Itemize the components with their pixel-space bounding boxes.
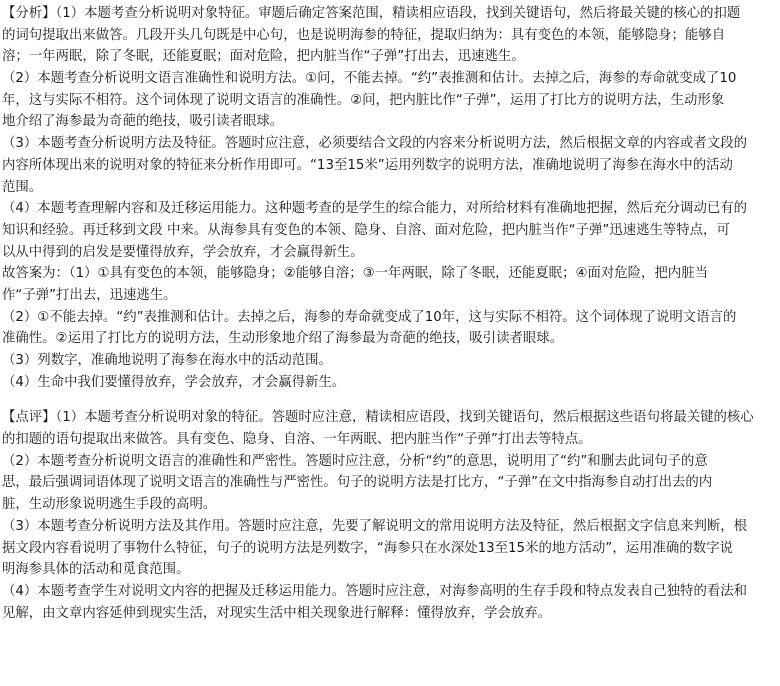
analysis-line: 范围。 bbox=[2, 179, 43, 195]
answer-line: 作“子弹”打出去，迅速逃生。 bbox=[2, 287, 177, 303]
analysis-section bbox=[2, 3, 776, 393]
comment-line: （3）本题考查分析说明方法及其作用。答题时应注意，先要了解说明文的常用说明方法及特征，然后根据文字信息来判断，根 bbox=[2, 518, 747, 534]
analysis-line: 地介绍了海参最为奇葩的绝技，吸引读者眼球。 bbox=[2, 114, 284, 130]
comment-line: 思，最后强调词语体现了说明文语言的准确性与严密性。句子的说明方法是打比方，“子弹”在文中指海参自动打出去的内 bbox=[2, 475, 713, 491]
answer-line: （4）生命中我们要懂得放弃，学会放弃，才会赢得新生。 bbox=[2, 374, 346, 390]
comment-line: （2）本题考查分析说明文语言的准确性和严密性。答题时应注意，分析“约”的意思，说明用了“约”和删去此词句子的意 bbox=[2, 453, 708, 469]
analysis-line: 的词句提取出来做答。几段开头几句既是中心句，也是说明海参的特征，提取归纳为：具有变色的本领，能够隐身；能够自 bbox=[2, 27, 726, 43]
comment-line: 明海参具体的活动和觅食范围。 bbox=[2, 562, 190, 578]
comment-line: 【点评】（1）本题考查分析说明对象的特征。答题时应注意，精读相应语段，找到关键语句，然后根据这些语句将最关键的核心 bbox=[2, 410, 754, 426]
analysis-line: 溶；一年两眠，除了冬眠，还能夏眠；面对危险，把内脏当作“子弹”打出去，迅速逃生。 bbox=[2, 49, 525, 65]
answer-line: 故答案为：（1）①具有变色的本领，能够隐身；②能够自溶；③一年两眠，除了冬眠，还能夏眠；④面对危险，把内脏当 bbox=[2, 266, 708, 282]
comment-line: 脏，生动形象说明逃生手段的高明。 bbox=[2, 497, 217, 513]
analysis-line: （3）本题考查分析说明方法及特征。答题时应注意，必须要结合文段的内容来分析说明方法，然后根据文章的内容或者文段的 bbox=[2, 136, 747, 152]
comment-line: 的扣题的语句提取出来做答。具有变色、隐身、自溶、一年两眠、把内脏当作“子弹”打出去等特点。 bbox=[2, 432, 592, 448]
section-gap bbox=[2, 393, 776, 407]
comment-line: 见解，由文章内容延伸到现实生活，对现实生活中相关现象进行解释：懂得放弃，学会放弃。 bbox=[2, 605, 552, 621]
answer-line: （3）列数字，准确地说明了海参在海水中的活动范围。 bbox=[2, 353, 332, 368]
answer-line: 准确性。②运用了打比方的说明方法，生动形象地介绍了海参最为奇葩的绝技，吸引读者眼球。 bbox=[2, 331, 564, 347]
analysis-line: 【分析】（1）本题考查分析说明对象特征。审题后确定答案范围，精读相应语段，找到关键语句，然后将最关键的核心的扣题 bbox=[2, 6, 741, 21]
comment-line: （4）本题考查学生对说明文内容的把握及迁移运用能力。答题时应注意，对海参高明的生存手段和特点发表自己独特的看法和 bbox=[2, 583, 747, 599]
answer-line: （2）①不能去掉。“约”表推测和估计。去掉之后，海参的寿命就变成了10年，这与实际不相符。这个词体现了说明文语言的 bbox=[2, 309, 737, 325]
analysis-line: （2）本题考查分析说明文语言准确性和说明方法。①问，不能去掉。“约”表推测和估计。去掉之后，海参的寿命就变成了10 bbox=[2, 71, 737, 87]
analysis-line: 内容所体现出来的说明对象的特征来分析作用即可。“13至15米”运用列数字的说明方法，准确地说明了海参在海水中的活动 bbox=[2, 157, 733, 173]
analysis-line: 年，这与实际不相符。这个词体现了说明文语言的准确性。②问，把内脏比作“子弹”，运用了打比方的说明方法，生动形象 bbox=[2, 92, 725, 108]
analysis-line: 以从中得到的启发是要懂得放弃，学会放弃，才会赢得新生。 bbox=[2, 244, 364, 260]
comment-section bbox=[2, 407, 776, 624]
analysis-line: （4）本题考查理解内容和及迁移运用能力。这种题考查的是学生的综合能力，对所给材料有准确地把握，然后充分调动已有的 bbox=[2, 201, 747, 217]
comment-line: 据文段内容看说明了事物什么特征，句子的说明方法是列数字，“海参只在水深处13至15米的地方活动”，运用准确的数字说 bbox=[2, 540, 733, 556]
analysis-line: 知识和经验。再迁移到文段 中来。从海参具有变色的本领、隐身、自溶、面对危险，把内脏当作“子弹”迅速逃生等特点，可 bbox=[2, 222, 730, 238]
